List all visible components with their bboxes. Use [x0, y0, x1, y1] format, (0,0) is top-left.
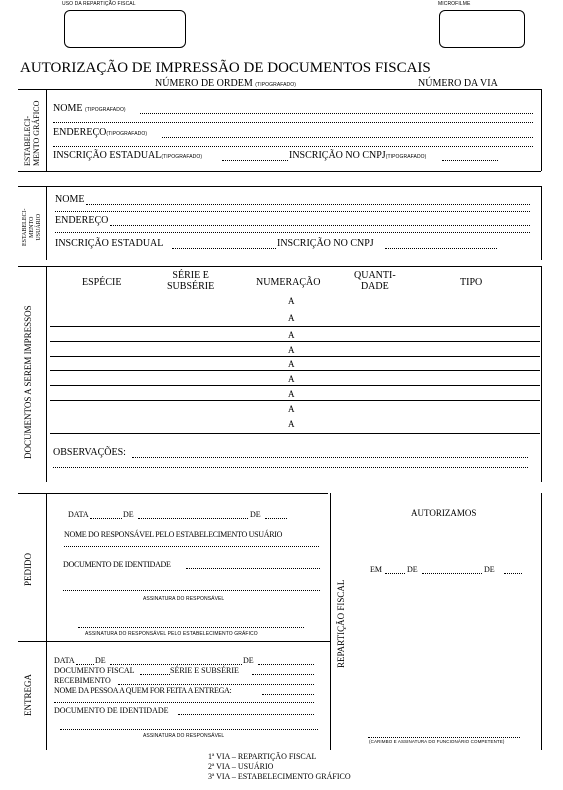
numeracao-a-2: A — [288, 313, 295, 323]
section-usuario-right — [541, 186, 542, 260]
entrega-data-month-field[interactable] — [110, 664, 242, 665]
pedido-assinatura-grafico-label: ASSINATURA DO RESPONSÁVEL PELO ESTABELECIMENTO GRÁFICO — [85, 631, 258, 637]
numeracao-a-5: A — [288, 359, 295, 369]
entrega-assinatura-line[interactable] — [60, 729, 318, 730]
reparticao-de2-label: DE — [484, 565, 495, 574]
pedido-documento-identidade-field[interactable] — [186, 568, 320, 569]
section-documentos-right — [541, 266, 542, 482]
usuario-nome-label: NOME — [55, 194, 85, 205]
entrega-documento-fiscal-field[interactable] — [140, 674, 170, 675]
usuario-endereco-field-2[interactable] — [55, 232, 530, 233]
usuario-cnpj-field[interactable] — [385, 248, 497, 249]
entrega-top — [18, 641, 330, 642]
numeracao-a-6: A — [288, 374, 295, 384]
pedido-assinatura-grafico-line[interactable] — [78, 627, 304, 628]
uso-reparticao-label: USO DA REPARTIÇÃO FISCAL — [62, 1, 136, 7]
numeracao-a-4: A — [288, 345, 295, 355]
section-usuario-top — [18, 186, 541, 187]
reparticao-year-field[interactable] — [504, 573, 522, 574]
entrega-data-day-field[interactable] — [76, 664, 94, 665]
numero-ordem-label: NÚMERO DE ORDEM (TIPOGRAFADO) — [155, 78, 297, 89]
section-documentos-divider — [46, 266, 47, 482]
grafico-nome-field-2[interactable] — [53, 122, 533, 123]
observacoes-field-2[interactable] — [53, 467, 528, 468]
numeracao-a-9: A — [288, 419, 295, 429]
table-row — [50, 400, 540, 401]
pedido-data-label: DATA — [68, 510, 89, 519]
numeracao-a-7: A — [288, 389, 295, 399]
observacoes-field[interactable] — [132, 457, 528, 458]
reparticao-de1-label: DE — [407, 565, 418, 574]
usuario-endereco-field[interactable] — [110, 225, 530, 226]
entrega-assinatura-label: ASSINATURA DO RESPONSÁVEL — [143, 733, 225, 739]
col-numeracao-header: NUMERAÇÃO — [256, 277, 321, 288]
usuario-inscricao-estadual-label: INSCRIÇÃO ESTADUAL — [55, 238, 164, 249]
table-row — [50, 326, 540, 327]
table-row — [50, 385, 540, 386]
via-2: 2ª VIA – USUÁRIO — [208, 762, 274, 771]
grafico-endereco-field-2[interactable] — [53, 146, 533, 147]
entrega-nome-pessoa-field-2[interactable] — [54, 702, 314, 703]
entrega-serie-label: SÉRIE E SUBSÉRIE — [170, 666, 239, 675]
section-grafico-divider — [46, 89, 47, 171]
pedido-documento-identidade-label: DOCUMENTO DE IDENTIDADE — [63, 560, 171, 569]
usuario-side-label: ESTABELECI- MENTO USUÁRIO — [22, 208, 42, 246]
microfilme-box[interactable] — [439, 10, 525, 48]
numeracao-a-1: A — [288, 296, 295, 306]
grafico-endereco-label: ENDEREÇO(TIPOGRAFADO) — [53, 127, 148, 138]
numeracao-a-3: A — [288, 330, 295, 340]
entrega-documento-fiscal-label: DOCUMENTO FISCAL — [54, 666, 135, 675]
autorizamos-label: AUTORIZAMOS — [411, 508, 477, 518]
entrega-recebimento-field[interactable] — [118, 684, 314, 685]
pedido-side-label: PEDIDO — [23, 553, 33, 586]
via-3: 3ª VIA – ESTABELECIMENTO GRÁFICO — [208, 772, 351, 781]
entrega-side-label: ENTREGA — [23, 674, 33, 716]
section-documentos-top — [18, 266, 541, 267]
entrega-recebimento-label: RECEBIMENTO — [54, 676, 111, 685]
grafico-endereco-field[interactable] — [162, 137, 533, 138]
grafico-nome-field[interactable] — [140, 113, 533, 114]
entrega-serie-field[interactable] — [252, 674, 314, 675]
entrega-data-year-field[interactable] — [258, 664, 314, 665]
grafico-inscricao-estadual-field[interactable] — [222, 160, 288, 161]
usuario-nome-field[interactable] — [86, 204, 530, 205]
documentos-side-label: DOCUMENTOS A SEREM IMPRESSOS — [23, 305, 33, 459]
pedido-top — [18, 493, 328, 494]
via-1: 1ª VIA – REPARTIÇÃO FISCAL — [208, 752, 317, 761]
grafico-nome-label: NOME (TIPOGRAFADO) — [53, 103, 126, 114]
grafico-side-label: ESTABELECI- MENTO GRÁFICO — [23, 100, 41, 166]
uso-reparticao-box[interactable] — [64, 10, 186, 48]
grafico-cnpj-label: INSCRIÇÃO NO CNPJ(TIPOGRAFADO) — [289, 150, 427, 161]
reparticao-carimbo-label: (CARIMBO E ASSINATURA DO FUNCIONÁRIO COMPETENTE) — [369, 739, 505, 744]
usuario-inscricao-estadual-field[interactable] — [172, 248, 276, 249]
col-especie-header: ESPÉCIE — [82, 277, 122, 288]
reparticao-divider — [330, 493, 331, 750]
entrega-nome-pessoa-label: NOME DA PESSOA A QUEM FOR FEITA A ENTREGA: — [54, 686, 232, 695]
reparticao-right — [541, 493, 542, 750]
entrega-data-label: DATA — [54, 656, 75, 665]
pedido-data-year-field[interactable] — [265, 518, 287, 519]
entrega-documento-identidade-label: DOCUMENTO DE IDENTIDADE — [54, 706, 169, 715]
section-grafico-top — [18, 89, 541, 90]
usuario-cnpj-label: INSCRIÇÃO NO CNPJ — [277, 238, 374, 249]
pedido-nome-responsavel-label: NOME DO RESPONSÁVEL PELO ESTABELECIMENTO USUÁRIO — [64, 530, 283, 539]
pedido-divider — [46, 493, 47, 641]
table-row — [50, 356, 540, 357]
entrega-de2-label: DE — [243, 656, 254, 665]
numero-via-label: NÚMERO DA VIA — [418, 78, 498, 89]
reparticao-carimbo-line[interactable] — [368, 737, 520, 738]
section-grafico-bottom — [18, 171, 541, 172]
microfilme-label: MICROFILME — [438, 1, 471, 7]
page-title: AUTORIZAÇÃO DE IMPRESSÃO DE DOCUMENTOS FISCAIS — [20, 60, 431, 76]
pedido-nome-responsavel-field[interactable] — [64, 546, 319, 547]
col-tipo-header: TIPO — [460, 277, 483, 288]
table-row — [50, 433, 540, 434]
usuario-endereco-label: ENDEREÇO — [55, 215, 109, 226]
reparticao-month-field[interactable] — [422, 573, 482, 574]
pedido-de1-label: DE — [123, 510, 134, 519]
pedido-data-day-field[interactable] — [90, 518, 122, 519]
reparticao-em-label: EM — [370, 565, 382, 574]
entrega-nome-pessoa-field[interactable] — [262, 694, 314, 695]
pedido-de2-label: DE — [250, 510, 261, 519]
section-usuario-divider — [46, 186, 47, 260]
observacoes-label: OBSERVAÇÕES: — [53, 447, 126, 458]
col-serie-header: SÉRIE E SUBSÉRIE — [167, 270, 215, 292]
grafico-cnpj-field[interactable] — [442, 160, 498, 161]
entrega-documento-identidade-field[interactable] — [178, 714, 314, 715]
grafico-inscricao-estadual-label: INSCRIÇÃO ESTADUAL(TIPOGRAFADO) — [53, 150, 203, 161]
section-grafico-right — [541, 89, 542, 171]
reparticao-side-label: REPARTIÇÃO FISCAL — [336, 579, 346, 668]
usuario-nome-field-2[interactable] — [55, 211, 530, 212]
pedido-assinatura-line[interactable] — [63, 590, 320, 591]
pedido-data-month-field[interactable] — [138, 518, 248, 519]
reparticao-day-field[interactable] — [385, 573, 405, 574]
col-quantidade-header: QUANTI- DADE — [354, 270, 396, 292]
numeracao-a-8: A — [288, 404, 295, 414]
entrega-de-label: DE — [95, 656, 106, 665]
table-row — [50, 370, 540, 371]
table-row — [50, 341, 540, 342]
entrega-divider — [46, 641, 47, 750]
pedido-assinatura-label: ASSINATURA DO RESPONSÁVEL — [143, 596, 225, 602]
